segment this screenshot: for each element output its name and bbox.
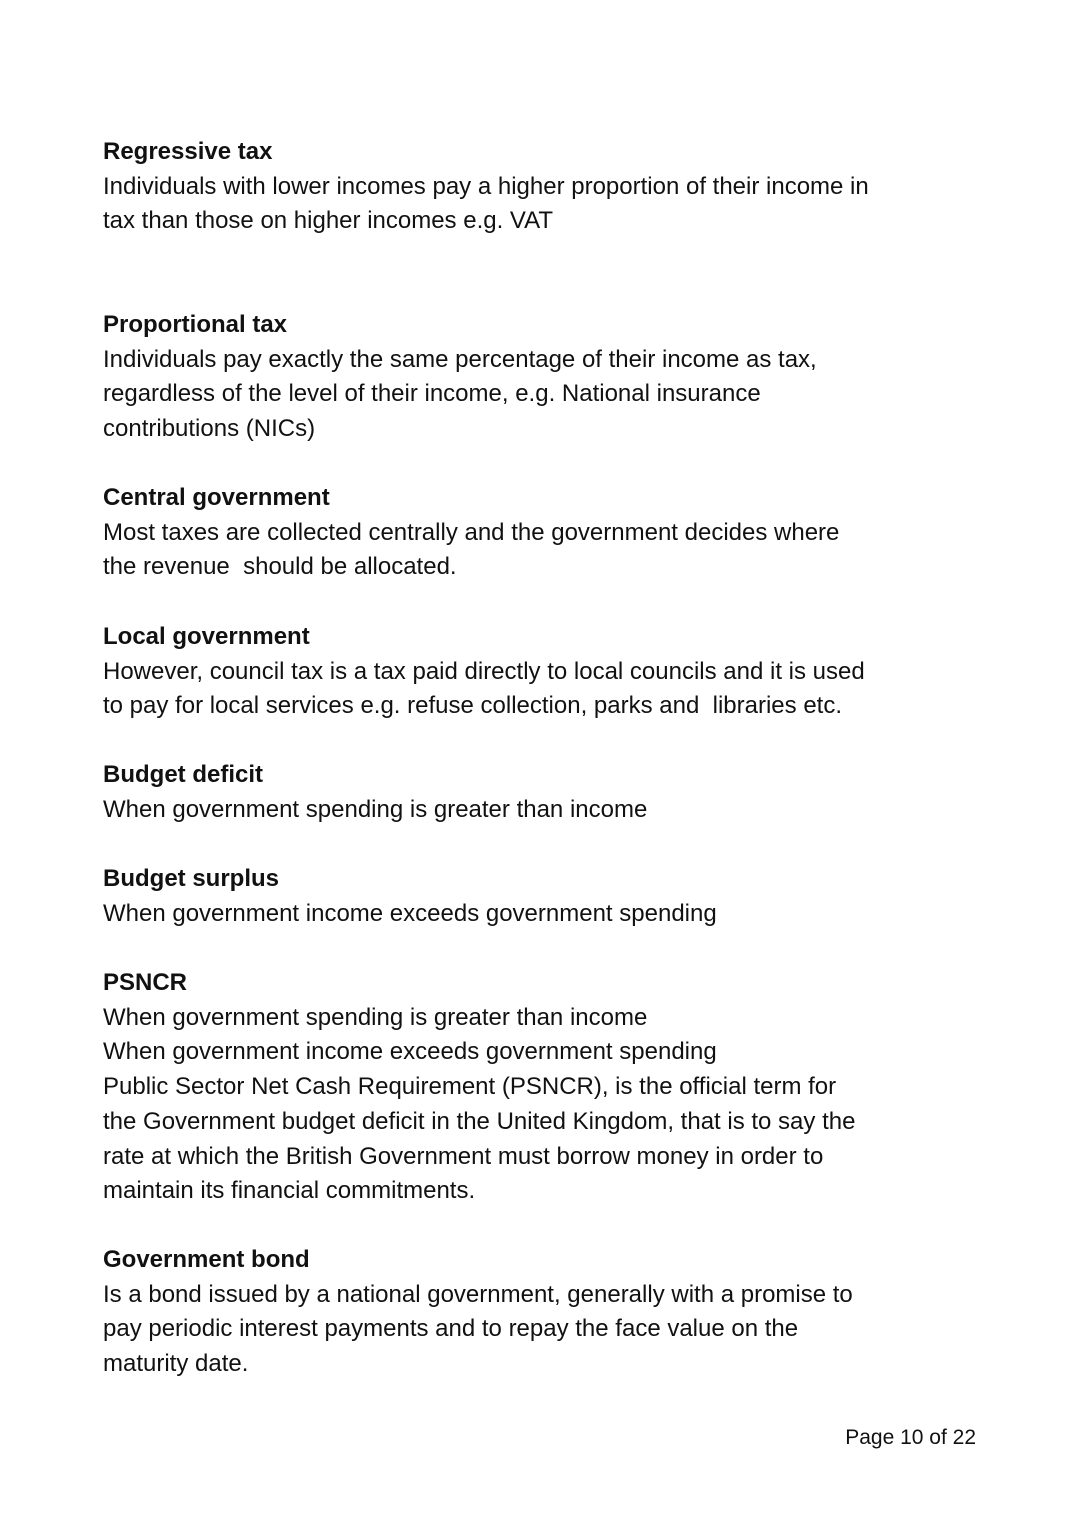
definition-line: maintain its financial commitments.	[103, 1177, 476, 1205]
term-definition	[103, 1278, 963, 1382]
term-heading: Proportional tax	[103, 311, 288, 338]
entry-regressive-tax	[103, 135, 963, 239]
definition-line: pay periodic interest payments and to repay the face value on the	[103, 1315, 799, 1343]
entry-proportional-tax	[103, 308, 963, 447]
definition-line: the Government budget deficit in the United Kingdom, that is to say the	[103, 1107, 856, 1135]
term-definition	[103, 516, 963, 585]
definition-line: Public Sector Net Cash Requirement (PSNCR), is the official term for	[103, 1073, 837, 1101]
definition-line: When government income exceeds government spending	[103, 1038, 717, 1066]
definition-line: contributions (NICs)	[103, 415, 316, 443]
entry-budget-deficit	[103, 758, 963, 827]
definition-line: Most taxes are collected centrally and the government decides where	[103, 518, 840, 546]
entry-central-government	[103, 481, 963, 585]
definition-line: When government spending is greater than income	[103, 1003, 648, 1031]
definition-line: the revenue should be allocated.	[103, 553, 457, 581]
entry-budget-surplus	[103, 862, 963, 931]
term-definition	[103, 343, 963, 447]
term-heading: Local government	[103, 623, 310, 650]
definition-line: maturity date.	[103, 1350, 249, 1378]
term-heading: Government bond	[103, 1246, 310, 1273]
entry-psncr	[103, 966, 963, 1209]
page-number: Page 10 of 22	[845, 1426, 976, 1449]
entry-government-bond	[103, 1243, 963, 1382]
entry-local-government	[103, 620, 963, 724]
term-definition	[103, 170, 963, 239]
term-heading: Budget deficit	[103, 761, 263, 788]
term-heading: Central government	[103, 484, 330, 511]
definition-line: Individuals pay exactly the same percentage of their income as tax,	[103, 345, 817, 373]
definition-line: regardless of the level of their income, e.g. National insurance	[103, 380, 761, 408]
definition-line: Individuals with lower incomes pay a higher proportion of their income in	[103, 172, 869, 200]
definition-line: to pay for local services e.g. refuse collection, parks and libraries etc.	[103, 692, 843, 720]
term-heading: Regressive tax	[103, 138, 273, 165]
definition-line: Is a bond issued by a national government, generally with a promise to	[103, 1280, 853, 1308]
term-definition	[103, 1001, 963, 1209]
term-definition	[103, 897, 963, 932]
definition-line: When government income exceeds government spending	[103, 899, 717, 927]
definition-line: tax than those on higher incomes e.g. VAT	[103, 207, 554, 235]
term-heading: Budget surplus	[103, 865, 280, 892]
term-heading: PSNCR	[103, 969, 188, 996]
definition-line: However, council tax is a tax paid directly to local councils and it is used	[103, 657, 865, 685]
term-definition	[103, 655, 963, 724]
definition-line: rate at which the British Government must borrow money in order to	[103, 1142, 824, 1170]
term-definition	[103, 793, 963, 828]
definition-line: When government spending is greater than income	[103, 795, 648, 823]
